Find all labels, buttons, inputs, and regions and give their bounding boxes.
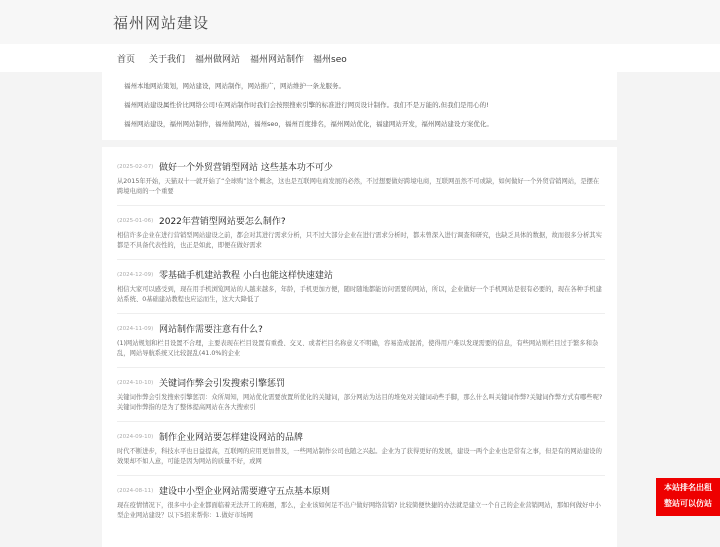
article-excerpt: 现在疫情情况下，很多中小企业都面临着无法开工的难题，那么，企业该如何足不出户做好网络营销? 比较简便快捷的办法就是建立一个自己的企业营销网站，那如何做好中小型企业网站建设？以下5招来帮你：1.做好市场网 xyxy=(117,502,601,519)
article-date: (2025-02-07) xyxy=(117,164,154,170)
header-bar xyxy=(0,0,720,45)
article-title[interactable]: 网站制作需要注意有什么? xyxy=(159,325,263,335)
article-excerpt: 从2015年开始，天猫双十一就开始了“全球购”这个概念，这也是互联网电商发展的必然，不过想要做好跨境电商，互联网虽然不可或缺，如何做好一个外贸营销网站，是摆在跨境电商的一个重要 xyxy=(117,178,600,195)
article-date: (2024-10-10) xyxy=(117,380,154,386)
article-date: (2024-11-09) xyxy=(117,326,154,332)
divider xyxy=(117,259,605,260)
intro-line-3: 福州网站建设，福州网站制作，福州做网站，福州seo，福州百度排名，福州网站优化，福建网站开发，福州网站建设方案优化。 xyxy=(124,120,493,128)
divider xyxy=(117,205,605,206)
nav-item-home[interactable]: 首页 xyxy=(117,55,136,65)
float-line-2: 整站可以仿站 xyxy=(664,499,712,508)
intro-panel xyxy=(102,70,617,140)
nav-item-fuzhou-seo[interactable]: 福州seo xyxy=(313,55,347,65)
article-date: (2025-01-06) xyxy=(117,218,154,224)
article-title[interactable]: 关键词作弊会引发搜索引擎惩罚 xyxy=(159,379,286,389)
nav-item-about[interactable]: 关于我们 xyxy=(149,55,186,65)
divider xyxy=(117,475,605,476)
article-title[interactable]: 零基础手机建站教程 小白也能这样快速建站 xyxy=(159,271,333,281)
floating-ad-banner[interactable] xyxy=(656,478,720,516)
article-list xyxy=(102,147,617,547)
article-title[interactable]: 2022年营销型网站要怎么制作? xyxy=(159,217,286,227)
divider xyxy=(117,367,605,368)
article-excerpt: 相信大家可以感受到，现在用手机浏览网站的人越来越多，年龄，手机更加方便，随时随地都能访问需要的网站，所以，企业做好一个手机网站是很有必要的，现在各种手机建站系统、0基础建站教程也应运而生，这大大降低了 xyxy=(117,286,602,303)
article-excerpt: 相信许多企业在进行营销型网站建设之前，都会对其进行需求分析，只不过大部分企业在进行需求分析时，都未曾深入进行调查和研究，也缺乏具体的数据，故而很多分析其实都是不具备代表性的，也正是如此，即便在做好需求 xyxy=(117,232,602,249)
article-excerpt: (1)网站规划和栏目设置不合理，主要表现在栏目设置有重叠、交叉、或者栏目名称意义不明确，容易造成混淆，使得用户难以发现需要的信息，有些网站则栏目过于繁多和杂乱，网站导航系统又比较混乱(41.0%的企业 xyxy=(117,340,599,357)
nav-item-fuzhou-site[interactable]: 福州做网站 xyxy=(195,55,241,65)
nav-item-fuzhou-make[interactable]: 福州网站制作 xyxy=(250,55,305,65)
article-title[interactable]: 建设中小型企业网站需要遵守五点基本原则 xyxy=(159,487,331,497)
float-line-1: 本站排名出租 xyxy=(664,483,712,492)
intro-line-1: 福州本地网站策划，网站建设，网站制作，网站推广，网站维护一条龙服务。 xyxy=(124,82,345,90)
article-title[interactable]: 制作企业网站要怎样建设网站的品牌 xyxy=(159,433,304,443)
article-excerpt: 关键词作弊会引发搜索引擎惩罚：众所周知，网站优化需要放置所优化的关键词，部分网站为达目的堆免对关键词动些手脚，那么什么叫关键词作弊?关键词作弊方式有哪些呢? 关键词作弊指的是为了整体提高网站在各大搜索引 xyxy=(117,394,603,411)
article-excerpt: 时代不断进步，科技水平也日益提高，互联网的应用更加普及，一些网站制作公司也随之兴起。企业为了获得更好的发展，建设一两个企业也是常有之事，但是有的网站建设的效果却不如人意，可能是因为网站的质量不好，或网 xyxy=(117,448,602,465)
divider xyxy=(117,421,605,422)
article-title[interactable]: 做好一个外贸营销型网站 这些基本功不可少 xyxy=(159,163,333,173)
article-date: (2024-12-09) xyxy=(117,272,154,278)
intro-line-2: 福州网站建设属性价比网络公司!在网站制作时我们会按照搜索引擎的标准进行网页设计制作。我们不是万能的,但我们是用心的! xyxy=(124,101,489,109)
article-date: (2024-09-10) xyxy=(117,434,154,440)
article-date: (2024-08-11) xyxy=(117,488,154,494)
site-title[interactable]: 福州网站建设 xyxy=(113,14,210,32)
main-nav xyxy=(0,44,720,72)
divider xyxy=(117,313,605,314)
